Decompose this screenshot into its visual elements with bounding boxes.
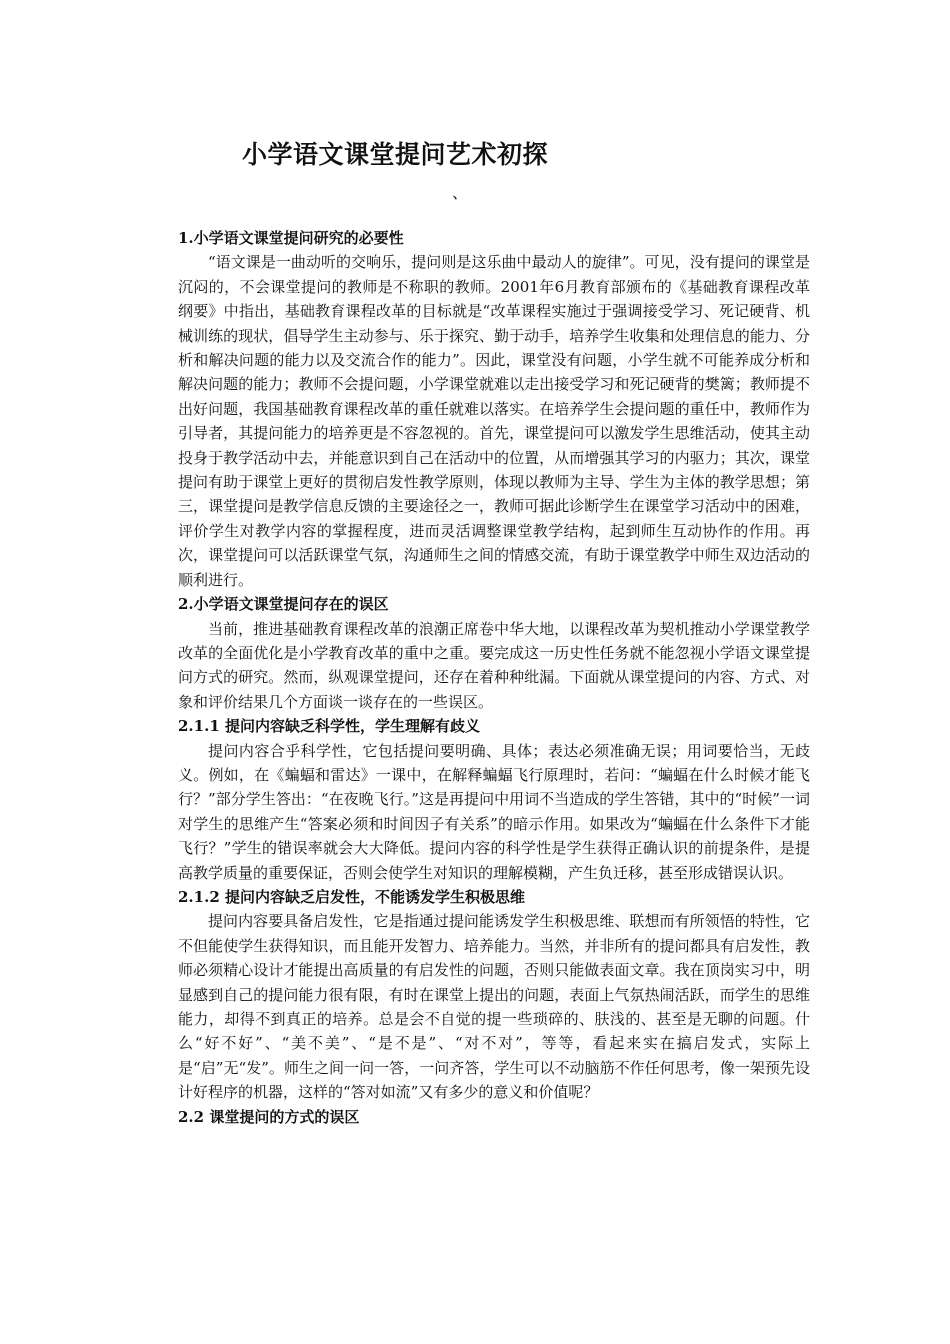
title-mark: 、 [452, 183, 469, 202]
section-heading: 2.1.1 提问内容缺乏科学性，学生理解有歧义 [178, 717, 480, 736]
section-heading: 2.小学语文课堂提问存在的误区 [178, 595, 389, 614]
section-paragraph: “语文课是一曲动听的交响乐，提问则是这乐曲中最动人的旋律”。可见，没有提问的课堂是沉闷的，不会课堂提问的教师是不称职的教师。2001年6月教育部颁布的《基础教育课程改革纲要》中指出，基础教育课程改革的目标就是“改革课程实施过于强调接受学习、死记硬背、机械训练的现状，倡导学生主动参与、乐于探究、勤于动手，培养学生收集和处理信息的能力、分析和解决问题的能力以及交流合作的能力”。因此，课堂没有问题，小学生就不可能养成分析和解决问题的能力；教师不会提问题，小学课堂就难以走出接受学习和死记硬背的樊篱；教师提不出好问题，我国基础教育课程改革的重任就难以落实。在培养学生会提问题的重任中，教师作为引导者，其提问能力的培养更是不容忽视的。首先，课堂提问可以激发学生思维活动，使其主动投身于教学活动中去，并能意识到自己在活动中的位置，从而增强其学习的内驱力；其次，课堂提问有助于课堂上更好的贯彻启发性教学原则，体现以教师为主导、学生为主体的教学思想；第三，课堂提问是教学信息反馈的主要途径之一，教师可据此诊断学生在课堂学习活动中的困难，评价学生对教学内容的掌握程度，进而灵活调整课堂教学结构，起到师生互动协作的作用。再次，课堂提问可以活跃课堂气氛，沟通师生之间的情感交流，有助于课堂教学中师生双边活动的顺利进行。 [178, 253, 810, 589]
document-body [178, 226, 810, 1129]
document-title: 小学语文课堂提问艺术初探 [242, 140, 549, 169]
section-heading: 2.1.2 提问内容缺乏启发性，不能诱发学生积极思维 [178, 887, 525, 906]
section-heading: 2.2 课堂提问的方式的误区 [178, 1107, 360, 1126]
section-heading: 1.小学语文课堂提问研究的必要性 [178, 229, 404, 247]
section-paragraph: 当前，推进基础教育课程改革的浪潮正席卷中华大地，以课程改革为契机推动小学课堂教学改革的全面优化是小学教育改革的重中之重。要完成这一历史性任务就不能忽视小学语文课堂提问方式的研究。然而，纵观课堂提问，还存在着种种纰漏。下面就从课堂提问的内容、方式、对象和评价结果几个方面谈一谈存在的一些误区。 [178, 619, 810, 711]
section-paragraph: 提问内容要具备启发性，它是指通过提问能诱发学生积极思维、联想而有所领悟的特性，它不但能使学生获得知识，而且能开发智力、培养能力。当然，并非所有的提问都具有启发性，教师必须精心设计才能提出高质量的有启发性的问题，否则只能做表面文章。我在顶岗实习中，明显感到自己的提问能力很有限，有时在课堂上提出的问题，表面上气氛热闹活跃，而学生的思维能力，却得不到真正的培养。总是会不自觉的提一些琐碎的、肤浅的、甚至是无聊的问题。什么“好不好”、“美不美”、“是不是”、“对不对”，等等，看起来实在搞启发式，实际上是“启”无“发”。师生之间一问一答，一问齐答，学生可以不动脑筋不作任何思考，像一架预先设计好程序的机器，这样的“答对如流”又有多少的意义和价值呢？ [178, 912, 810, 1102]
section-paragraph: 提问内容合乎科学性，它包括提问要明确、具体；表达必须准确无误；用词要恰当，无歧义。例如，在《蝙蝠和雷达》一课中，在解释蝙蝠飞行原理时，若问：“蝙蝠在什么时候才能飞行？”部分学生答出：“在夜晚飞行。”这是再提问中用词不当造成的学生答错，其中的“时候”一词对学生的思维产生“答案必须和时间因子有关系”的暗示作用。如果改为“蝙蝠在什么条件下才能飞行？”学生的错误率就会大大降低。提问内容的科学性是学生获得正确认识的前提条件，是提高教学质量的重要保证，否则会使学生对知识的理解模糊，产生负迁移，甚至形成错误认识。 [178, 741, 810, 882]
